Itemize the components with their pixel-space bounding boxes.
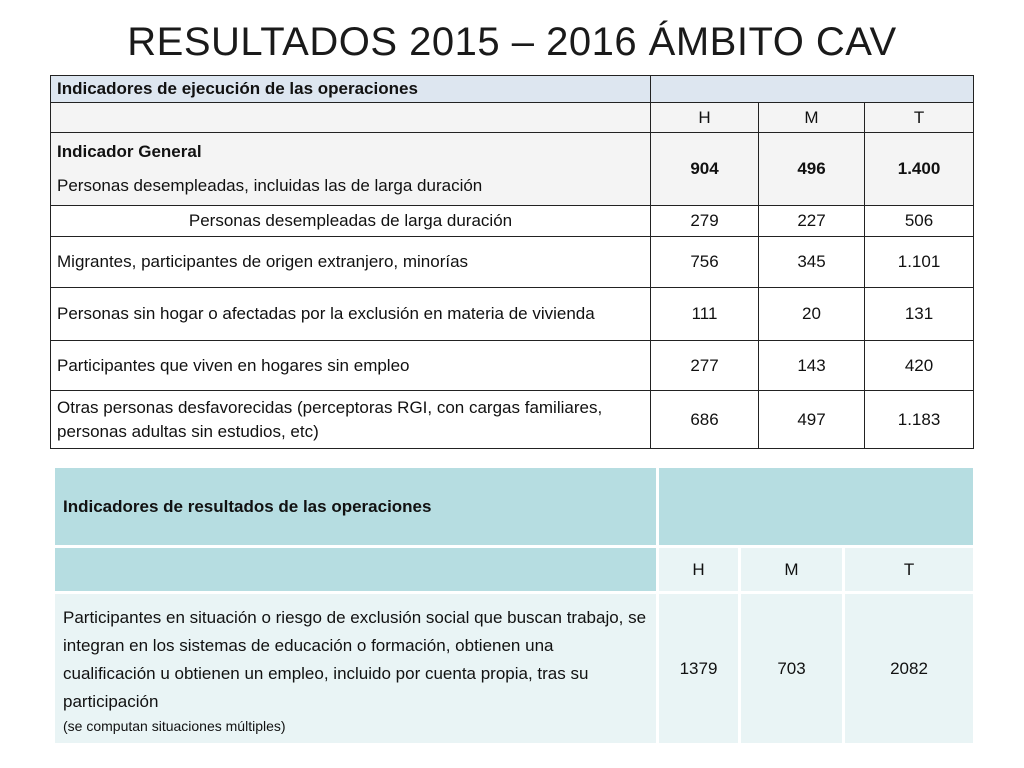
column-header-m: M [759,103,865,133]
row-label: Personas desempleadas de larga duración [51,206,651,237]
column-header-h: H [658,547,740,593]
row-label: Participantes que viven en hogares sin empleo [51,341,651,391]
general-value-t: 1.400 [865,133,974,206]
row-value-t: 506 [865,206,974,237]
results-indicators-table [52,465,976,746]
execution-indicators-table [50,75,974,449]
table-header-title: Indicadores de ejecución de las operaciones [51,76,651,103]
row-label: Personas sin hogar o afectadas por la exclusión en materia de vivienda [51,288,651,341]
result-label-cell [54,593,658,745]
result-value-h: 1379 [658,593,740,745]
row-value-t: 420 [865,341,974,391]
general-title: Indicador General [57,142,202,161]
column-header-blank [51,103,651,133]
table-header-title: Indicadores de resultados de las operaciones [54,467,658,547]
general-label: Personas desempleadas, incluidas las de larga duración [57,176,483,195]
table-header-blank [651,76,974,103]
row-value-m: 497 [759,391,865,449]
page-title: RESULTADOS 2015 – 2016 ÁMBITO CAV [127,20,897,64]
table-row [51,391,974,449]
general-label-cell [51,133,651,206]
table-header-blank [658,467,975,547]
result-label: Participantes en situación o riesgo de exclusión social que buscan trabajo, se integran en los sistemas de educación o formación, obtienen una cualificación u obtienen un empleo, incluido por cuenta propia, tras su participación [63,607,647,711]
row-label: Otras personas desfavorecidas (perceptoras RGI, con cargas familiares, personas adultas sin estudios, etc) [51,391,651,449]
result-value-m: 703 [740,593,844,745]
table-header-row [51,76,974,103]
general-value-m: 496 [759,133,865,206]
result-value-t: 2082 [844,593,975,745]
row-value-t: 1.183 [865,391,974,449]
column-header-h: H [651,103,759,133]
table-header-row [54,467,975,547]
row-value-m: 20 [759,288,865,341]
column-header-t: T [844,547,975,593]
general-value-h: 904 [651,133,759,206]
row-value-h: 277 [651,341,759,391]
row-value-t: 131 [865,288,974,341]
row-value-m: 227 [759,206,865,237]
column-header-blank [54,547,658,593]
column-header-row [51,103,974,133]
column-header-m: M [740,547,844,593]
table-row-general [51,133,974,206]
result-note: (se computan situaciones múltiples) [63,717,286,734]
table-row [51,237,974,288]
row-value-h: 686 [651,391,759,449]
row-value-m: 143 [759,341,865,391]
table-row [51,206,974,237]
row-value-m: 345 [759,237,865,288]
row-value-t: 1.101 [865,237,974,288]
row-value-h: 756 [651,237,759,288]
row-value-h: 279 [651,206,759,237]
column-header-t: T [865,103,974,133]
table-row [51,288,974,341]
column-header-row [54,547,975,593]
table-row [51,341,974,391]
table-row [54,593,975,745]
row-value-h: 111 [651,288,759,341]
row-label: Migrantes, participantes de origen extranjero, minorías [51,237,651,288]
